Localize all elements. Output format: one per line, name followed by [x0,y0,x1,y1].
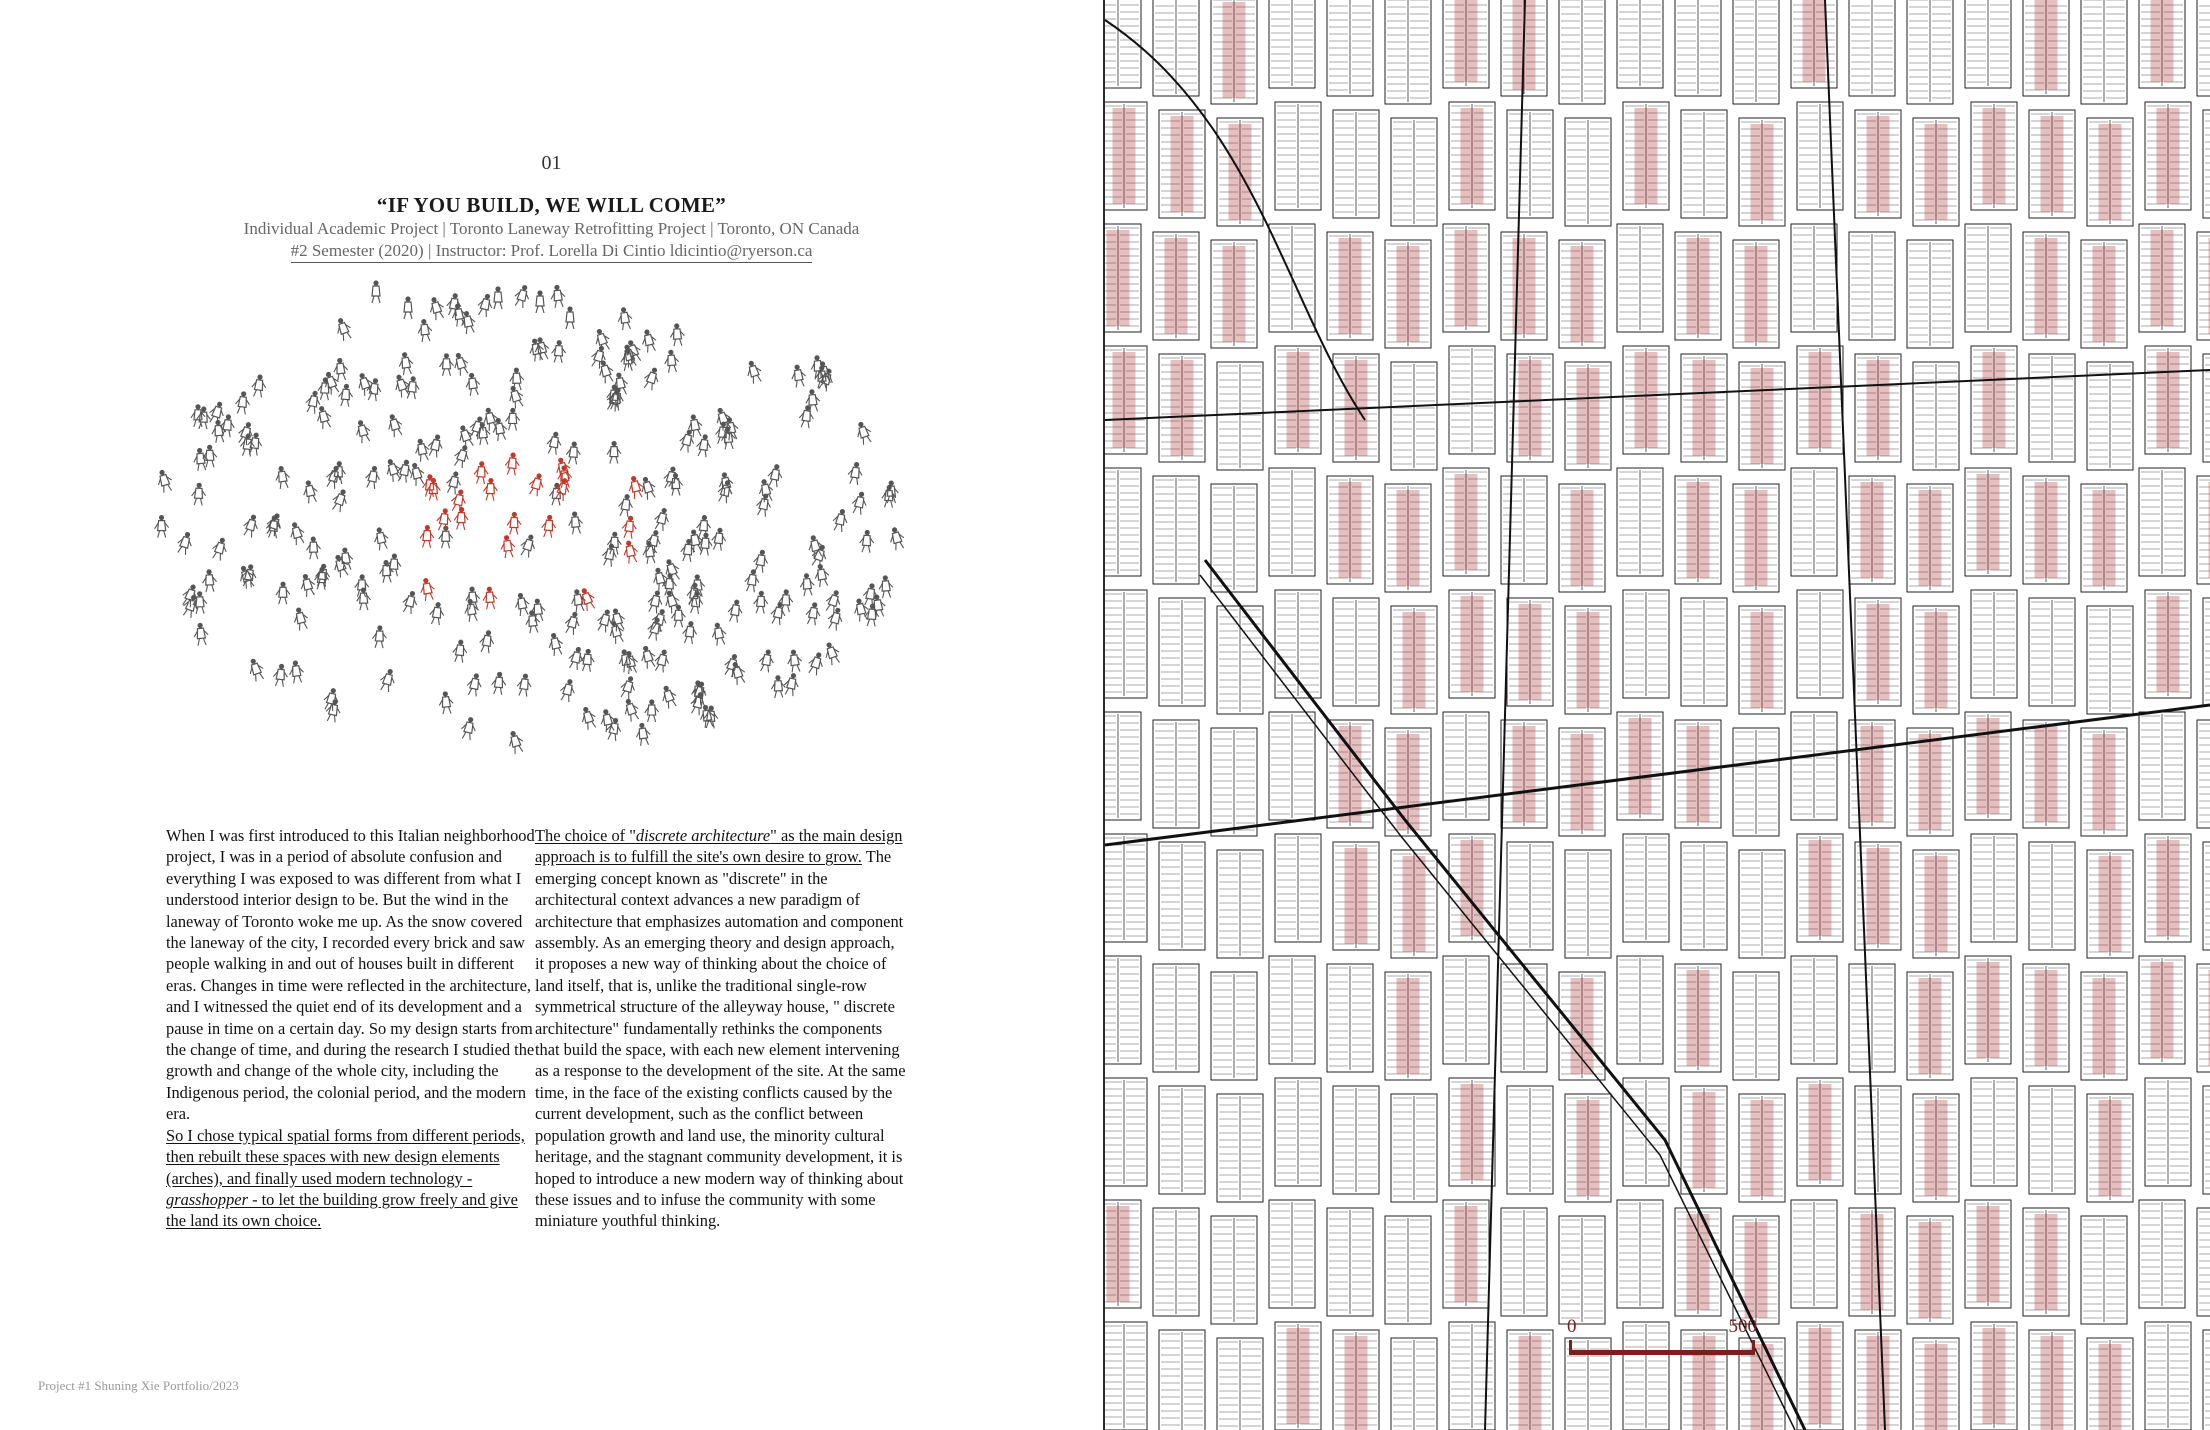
crowd-figure [662,465,680,490]
crowd-figure [606,619,626,645]
crowd-figure [504,452,520,476]
crowd-figure [426,433,445,458]
crowd-figure [671,605,685,628]
crowd-figure [379,560,394,583]
crowd-figure [513,592,531,617]
crowd-figure [744,568,761,592]
crowd-figure [878,575,893,598]
crowd-figure [395,458,413,483]
crowd-figure [404,376,420,400]
text-column-left [166,825,538,1232]
crowd-figure [251,374,268,398]
crowd-figure [668,473,683,496]
crowd-figure [516,673,533,697]
crowd-illustration [150,280,910,760]
crowd-figure [550,284,566,308]
crowd-figure [202,569,217,592]
crowd-figure [621,515,638,539]
crowd-figure [831,508,850,533]
crowd-figure [454,507,469,530]
crowd-figure [203,445,217,468]
crowd-figure [798,404,815,428]
crowd-figure [680,538,696,562]
crowd-figure [640,328,659,353]
crowd-figure [372,526,390,551]
lead-text-b: " as the main design approach is to fulfill the site's own desire to grow. [535,826,903,867]
crowd-figure [330,553,350,579]
crowd-figure [266,515,282,539]
project-subtitle-line2 [0,241,1103,261]
crowd-figure [372,280,380,303]
crowd-figure [864,603,880,627]
crowd-figure [428,601,445,625]
crowd-figure [439,353,453,376]
crowd-figure [420,525,435,548]
text-column-right [535,825,907,1232]
crowd-figure [418,577,436,602]
discrete-body: The emerging concept known as "discrete" in the architectural context advances a new paradigm of architecture that emphasizes automation and component assembly. As an emerging theory and design approach, it proposes a new way of thinking about the choice of land itself, that is, unlike the traditional single-row symmetrical structure of the alleyway house, " discrete architecture" fundamentally rethinks the components that build the space, with each new element intervening as a response to the development of the site. At the same time, in the face of the existing conflicts caused by the current development, such as the conflict between population growth and land use, the minority cultural heritage, and the stagnant community development, it is hoped to introduce a new modern way of thinking about these issues and to infuse the community with some miniature youthful thinking. [535,847,906,1231]
crowd-figure [642,540,658,564]
crowd-figure [287,520,307,546]
crowd-figure [276,581,290,604]
crowd-figure [661,557,682,583]
crowd-figure [641,365,662,391]
crowd-figure [155,468,175,494]
crowd-figure [506,384,526,410]
paragraph-intro: When I was first introduced to this Italian neighborhood project, I was in a period of absolute confusion and everything I was exposed to was different from what I understood interior design to be. But the wind in the laneway of Toronto woke me up. As the snow covered the laneway of the city, I recorded every brick and saw people walking in and out of houses built in different eras. Changes in time were reflected in the architecture, and I witnessed the quiet end of its development and a pause in time on a certain day. So my design starts from the change of time, and during the research I studied the growth and change of the whole city, including the Indigenous period, the colonial period, and the modern era. [166,826,535,1124]
crowd-figure [530,598,546,622]
crowd-figure [512,283,532,309]
scale-line [1569,1350,1755,1355]
crowd-figure [670,323,685,346]
crowd-figure [771,675,786,698]
crowd-figure [298,572,317,597]
crowd-figure [617,493,634,518]
crowd-figure [681,620,698,644]
crowd-figure [175,530,195,556]
crowd-figure [383,457,404,483]
crowd-figure [546,632,565,657]
map-scale-bar [1567,1316,1757,1356]
crowd-figure [464,372,481,396]
crowd-figure [601,542,619,567]
crowd-figure [563,610,582,635]
left-page [0,0,1103,1430]
approach-emphasis: grasshopper [166,1189,248,1209]
crowd-figure [407,461,426,486]
paragraph-discrete [535,825,907,1232]
project-title: “IF YOU BUILD, WE WILL COME” [376,193,727,217]
crowd-figure [850,490,869,515]
crowd-figure [333,357,349,381]
crowd-figure [301,479,319,504]
crowd-figure [449,488,468,513]
crowd-figure [236,420,256,446]
crowd-figure [314,405,333,430]
crowd-figure [664,349,680,373]
crowd-figure [566,306,574,329]
crowd-figure [638,644,658,670]
crowd-figure [608,607,627,632]
crowd-figure [306,536,321,559]
crowd-figure [478,629,496,654]
crowd-figure [397,351,414,375]
crowd-figure [356,587,371,610]
crowd-figure [333,316,354,342]
crowd-figure [566,441,582,465]
crowd-figure [778,589,793,612]
crowd-figure [475,422,491,446]
crowd-figure [753,590,768,613]
crowd-figure [317,377,332,400]
crowd-figure [744,359,764,385]
crowd-figure [446,292,463,316]
crowd-figure [616,306,633,330]
crowd-figure [386,553,401,576]
crowd-figure [476,292,495,317]
crowd-figure [315,563,331,587]
crowd-figure [385,412,405,438]
crowd-figure [291,606,310,631]
page-footer: Project #1 Shuning Xie Portfolio/2023 [38,1378,239,1393]
crowd-figure [465,672,483,697]
crowd-figure [826,606,846,632]
crowd-figure [404,296,412,319]
crowd-figure [541,514,557,538]
crowd-figure [452,639,468,663]
crowd-figure [862,582,880,607]
crowd-figure [558,678,577,703]
crowd-figure [180,582,201,608]
crowd-figure [378,667,398,693]
project-subtitle-line1: Individual Academic Project | Toronto Laneway Retrofitting Project | Toronto, ON Canada [243,219,860,238]
crowd-figure [459,716,478,741]
crowd-figure [727,599,744,624]
crowd-figure [592,327,612,353]
crowd-figure [507,512,522,535]
crowd-figure [752,549,770,574]
crowd-figure [607,441,621,464]
crowd-figure [728,660,748,686]
crowd-figure [452,443,473,469]
crowd-figure [451,351,471,377]
crowd-figure [786,649,803,673]
crowd-figure [274,465,291,489]
crowd-figure [722,652,742,678]
crowd-figure [638,475,658,501]
crowd-figure [506,408,520,431]
crowd-figure [506,729,526,755]
crowd-figure [659,684,679,710]
project-number: 01 [541,152,562,174]
crowd-figure [813,563,831,588]
crowd-figure [234,391,251,415]
crowd-figure [652,506,671,531]
lead-emphasis: discrete architecture [635,826,771,845]
crowd-figure [417,318,433,342]
crowd-figure [618,674,638,700]
crowd-figure [536,290,544,313]
crowd-figure [621,539,639,564]
paragraph-approach [166,1125,538,1232]
crowd-figure [806,650,826,676]
crowd-figure [527,471,547,497]
crowd-figure [822,640,843,666]
crowd-figure [853,420,874,446]
crowd-figure [653,648,672,673]
crowd-figure [596,359,616,385]
crowd-figure [646,616,665,641]
crowd-figure [790,364,807,388]
crowd-figure [264,511,285,537]
crowd-figure [372,625,387,648]
right-page [1105,0,2210,1430]
crowd-figure [621,697,642,723]
crowd-figure [236,564,257,590]
crowd-figure [710,527,727,551]
crowd-figure [695,433,712,458]
crowd-figure [338,383,354,407]
crowd-figure [304,389,322,414]
crowd-figure [246,657,267,683]
crowd-figure [847,461,864,485]
crowd-figure [758,648,776,673]
crowd-figure [427,295,447,321]
crowd-figure [155,515,169,538]
approach-text-b: - to let the building grow freely and give the land its own choice. [166,1189,518,1231]
approach-text-a: So I chose typical spatial forms from different periods, then rebuilt these spaces with new design elements (arches), and finally used modern technology - [166,1125,525,1188]
crowd-figure [400,589,419,614]
crowd-figure [330,487,351,513]
crowd-figure [567,511,583,535]
crowd-figure [193,622,209,646]
crowd-figure [241,513,261,539]
crowd-figure [605,717,623,742]
crowd-figure [413,437,431,462]
crowd-figure [219,414,235,438]
crowd-figure [710,622,728,647]
crowd-figure [364,465,382,490]
crowd-figure [551,340,566,363]
crowd-figure [483,478,498,501]
crowd-figure [545,431,563,456]
crowd-figure [799,573,815,597]
discrete-lead [535,826,902,866]
crowd-figure [804,601,822,626]
scale-min-label: 0 [1567,1316,1577,1337]
crowd-figure [577,586,598,612]
crowd-figure [766,463,784,488]
crowd-figure [288,660,304,684]
crowd-figure [645,699,659,722]
crowd-figure [782,672,801,697]
crowd-figure [859,529,874,552]
crowd-figure [191,482,206,505]
scale-max-label: 500 [1728,1316,1757,1337]
crowd-figure [578,705,598,731]
crowd-figure [491,671,507,695]
crowd-figure [518,533,538,559]
crowd-figure [823,588,843,614]
site-map [1105,0,2210,1430]
crowd-figure [482,586,497,609]
crowd-figure [438,691,454,715]
crowd-figure [494,286,502,309]
crowd-figure [210,536,230,562]
subtitle-line2-text: #2 Semester (2020) | Instructor: Prof. Lorella Di Cintio ldicintio@ryerson.ca [291,241,813,263]
crowd-figure [887,526,906,551]
crowd-figure [635,722,652,746]
crowd-figure [474,461,489,484]
crowd-figure [499,534,516,558]
crowd-figure [353,418,372,443]
crowd-figure [272,663,288,687]
lead-text-a: The choice of " [535,826,636,845]
crowd-figure [607,531,622,554]
